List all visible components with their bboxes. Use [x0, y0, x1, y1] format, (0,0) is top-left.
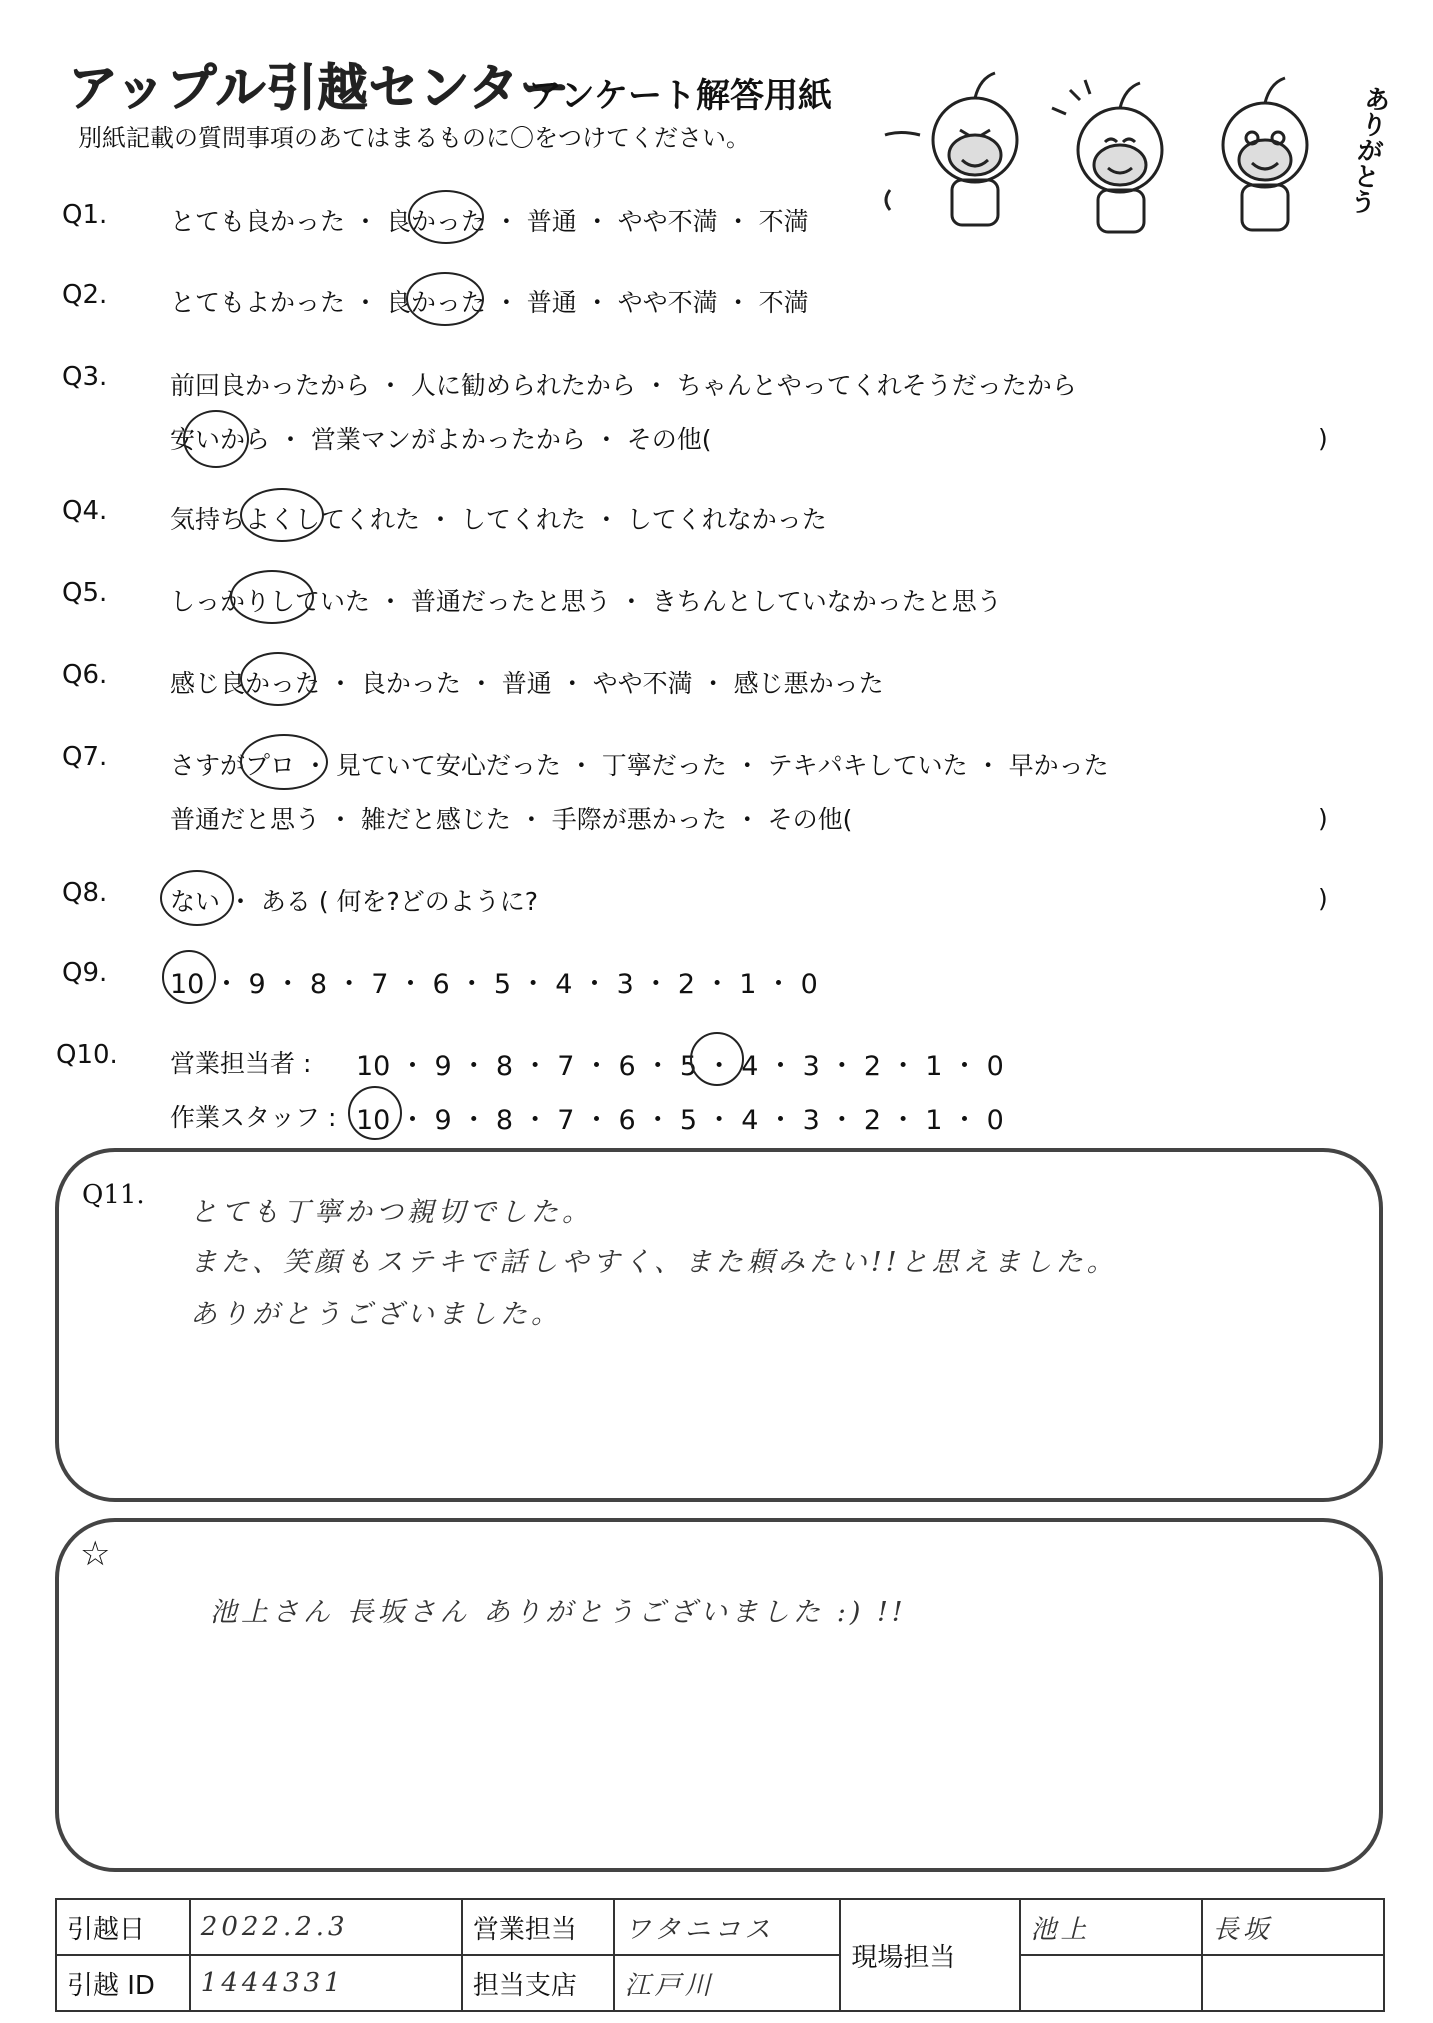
q10-staff-options: 10 ・ 9 ・ 8 ・ 7 ・ 6 ・ 5 ・ 4 ・ 3 ・ 2 ・ 1 ・ 0: [356, 1105, 1004, 1136]
q1-answer-circle: [408, 190, 484, 244]
q11-label: Q11.: [82, 1180, 145, 1210]
q1-options: とても良かった ・ 良かった ・ 普通 ・ やや不満 ・ 不満: [170, 207, 809, 236]
q8-options: ない ・ ある ( 何を?どのように?: [170, 887, 539, 916]
q2-options: とてもよかった ・ 良かった ・ 普通 ・ やや不満 ・ 不満: [170, 288, 809, 317]
q3-other-close: ): [1318, 424, 1328, 453]
q11-comment-line3: ありがとうございました。: [190, 1299, 562, 1330]
q2-answer-circle: [406, 272, 484, 326]
site-staff-empty1: [1020, 1955, 1202, 2011]
q2-label: Q2.: [62, 280, 108, 310]
q7-options-line2: 普通だと思う ・ 雑だと感じた ・ 手際が悪かった ・ その他(: [170, 805, 853, 834]
mascot-illustration: [880, 60, 1360, 240]
q3-answer-circle: [183, 410, 249, 468]
q8-label: Q8.: [62, 878, 108, 908]
site-staff2: 長坂: [1202, 1899, 1384, 1955]
q10-label: Q10.: [56, 1040, 118, 1070]
q4-label: Q4.: [62, 496, 108, 526]
site-staff1: 池上: [1020, 1899, 1202, 1955]
q7-options-line1: さすがプロ ・ 見ていて安心だった ・ 丁寧だった ・ テキパキしていた ・ 早かった: [170, 751, 1109, 780]
q4-options: 気持ちよくしてくれた ・ してくれた ・ してくれなかった: [170, 505, 827, 534]
q10-staff-label: 作業スタッフ :: [170, 1103, 337, 1132]
q7-other-close: ): [1318, 804, 1328, 833]
q7-answer-circle: [240, 734, 328, 790]
q7-label: Q7.: [62, 742, 108, 772]
q9-label: Q9.: [62, 958, 108, 988]
branch-label: 担当支店: [462, 1955, 614, 2011]
site-label: 現場担当: [840, 1899, 1019, 2011]
q10-sales-answer-circle: [690, 1032, 744, 1086]
q6-answer-circle: [240, 652, 316, 706]
q1-label: Q1.: [62, 200, 108, 230]
q9-answer-circle: [162, 950, 216, 1004]
star-comment-box: [55, 1518, 1383, 1872]
q6-label: Q6.: [62, 660, 108, 690]
sales-label: 営業担当: [462, 1899, 614, 1955]
q6-options: 感じ良かった ・ 良かった ・ 普通 ・ やや不満 ・ 感じ悪かった: [170, 669, 884, 698]
site-staff-empty2: [1202, 1955, 1384, 2011]
q9-options: 10 ・ 9 ・ 8 ・ 7 ・ 6 ・ 5 ・ 4 ・ 3 ・ 2 ・ 1 ・ 0: [170, 969, 818, 1000]
q8-answer-circle: [160, 870, 234, 926]
move-id-label: 引越 ID: [56, 1955, 190, 2011]
form-subtitle: アンケート解答用紙: [528, 76, 832, 116]
footer-info-table: [55, 1898, 1385, 2012]
q3-options-line2: 安いから ・ 営業マンがよかったから ・ その他(: [170, 425, 712, 454]
sales-value: ワタニコス: [614, 1899, 841, 1955]
q10-sales-options: 10 ・ 9 ・ 8 ・ 7 ・ 6 ・ 5 ・ 4 ・ 3 ・ 2 ・ 1 ・ 0: [356, 1051, 1004, 1082]
q11-comment-line1: とても丁寧かつ親切でした。: [190, 1197, 593, 1228]
q5-answer-circle: [230, 570, 314, 624]
q5-options: しっかりしていた ・ 普通だったと思う ・ きちんとしていなかったと思う: [170, 587, 1002, 616]
q3-options-line1: 前回良かったから ・ 人に勧められたから ・ ちゃんとやってくれそうだったから: [170, 371, 1077, 400]
star-comment-line: 池上さん 長坂さん ありがとうございました :) !!: [210, 1597, 907, 1628]
q8-close: ): [1318, 884, 1328, 913]
move-date-label: 引越日: [56, 1899, 190, 1955]
move-id-value: 1444331: [190, 1955, 462, 2011]
move-date-value: 2022.2.3: [190, 1899, 462, 1955]
q5-label: Q5.: [62, 578, 108, 608]
q10-staff-answer-circle: [348, 1086, 402, 1140]
q3-label: Q3.: [62, 362, 108, 392]
q11-comment-line2: また、笑顔もステキで話しやすく、また頼みたい!!と思えました。: [190, 1247, 1118, 1278]
star-label: ☆: [80, 1534, 111, 1574]
instruction-text: 別紙記載の質問事項のあてはまるものに〇をつけてください。: [78, 124, 750, 152]
q10-sales-label: 営業担当者 :: [170, 1049, 312, 1078]
branch-value: 江戸川: [614, 1955, 841, 2011]
company-title: アップル引越センター: [68, 59, 571, 117]
q4-answer-circle: [240, 488, 324, 542]
thanks-vertical-text: ありがとう: [1344, 83, 1392, 217]
